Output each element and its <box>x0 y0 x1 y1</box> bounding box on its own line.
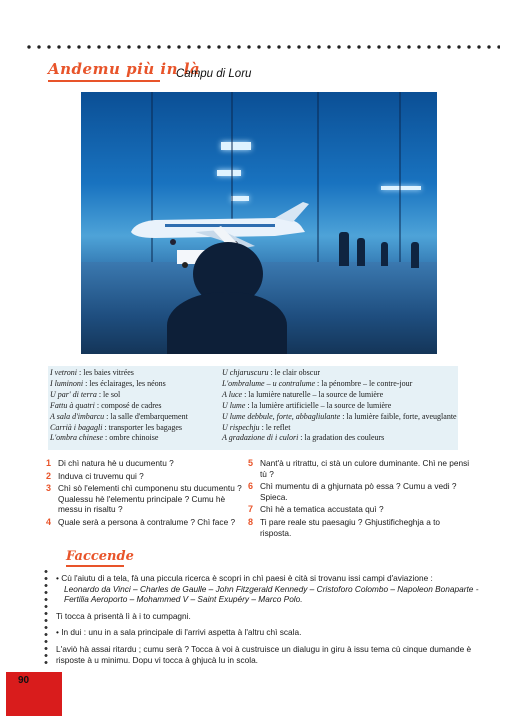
task1-airport-list: Leonardo da Vinci – Charles de Gaulle – John Fitzgerald Kennedy – Cristoforo Colombo – Napoleon Bonaparte - Fertilia Aeroporto – Mohammed V – Saint Exupéry – Marco Polo. <box>64 583 479 605</box>
question-item: 2 Induva ci truvemu qui ? <box>46 470 144 481</box>
vocab-item: L'ombralume – u contralume : la pénombre – le contre-jour <box>222 378 413 388</box>
questions-column-right <box>248 458 470 540</box>
vocab-item: A sala d'imbarcu : la salle d'embarquement <box>50 411 188 421</box>
vocabulary-column-left <box>50 368 218 444</box>
faccende-heading <box>66 549 134 567</box>
task2-intro: • In dui : unu in a sala principale di l'arrivi aspetta à l'altru chì scala. <box>56 627 302 638</box>
task1-paragraph <box>56 573 482 605</box>
page-number: 90 <box>18 675 30 686</box>
question-item: 7 Chì hè a tematica accustata quì ? <box>248 504 384 515</box>
vocab-item: L'ombra chinese : ombre chinoise <box>50 433 159 443</box>
page-number-box <box>6 672 62 716</box>
task2-text: L'aviò hà assai ritardu ; cumu serà ? Tocca à voi à custruisce un dialugu in giru à issu tema cù cinque dumande è risposte à u minimu. Dopu vi tocca à ghjucà lu in scola. <box>56 643 472 665</box>
vocab-item: U par' di terra : le sol <box>50 389 121 399</box>
vocab-item: A gradazione di i culori : la gradation des couleurs <box>222 433 385 443</box>
vocab-item: U lume : la lumière artificielle – la source de lumière <box>222 400 392 410</box>
dotted-rule-top <box>24 44 500 50</box>
section-title-underline <box>48 80 160 82</box>
vocab-item: U lume debbule, forte, abbagliulante : la lumière faible, forte, aveuglante <box>222 411 457 421</box>
task1-intro: • Cù l'aiutu di a tela, fà una piccula ricerca è scopri in chì paesi è cità si trovanu issi campi d'aviazione : <box>56 573 433 583</box>
question-item: 1 Di chì natura hè u ducumentu ? <box>46 458 174 468</box>
dotted-rule-left <box>44 568 48 664</box>
vocab-item: U chjaruscuru : le clair obscur <box>222 368 320 377</box>
airport-photo <box>81 92 437 354</box>
section-title-text: Andemu più in là <box>48 60 201 78</box>
faccende-underline <box>66 565 124 567</box>
vocab-item: A luce : la lumière naturelle – la source de lumière <box>222 389 384 399</box>
vocab-item: Fattu à quatri : composé de cadres <box>50 400 162 410</box>
vocab-item: Carrià i bagagli : transporter les bagages <box>50 422 182 432</box>
question-item: 6 Chì mumentu di a ghjurnata pò essa ? Cumu a vedi ? Spieca. <box>248 481 457 502</box>
question-item: 4 Quale serà a persona à contralume ? Chì face ? <box>46 516 236 527</box>
vocab-item: U rispechju : le reflet <box>222 422 291 432</box>
page-subtitle: Campu di Loru <box>176 68 252 80</box>
faccende-heading-text: Faccende <box>66 549 134 564</box>
vocab-item: I luminoni : les éclairages, les néons <box>50 378 166 388</box>
question-item: 5 Nant'à u ritrattu, ci stà un culore duminante. Chì ne pensi tù ? <box>248 458 470 479</box>
vocabulary-column-right <box>222 368 458 444</box>
tasks-block <box>56 573 482 671</box>
question-item: 8 Ti pare reale stu paesagiu ? Ghjustificheghja a to risposta. <box>248 516 441 538</box>
vocab-item: I vetroni : les baies vitrées <box>50 368 134 377</box>
task1-note: Ti tocca à prisentà lì à i to cumpagni. <box>56 610 191 621</box>
question-item: 3 Chì sò l'elementi chì cumponenu stu ducumentu ? Qualessu hè l'elementu principale ? Cumu hè messu in risaltu ? <box>46 483 242 515</box>
vocabulary-box <box>45 366 458 450</box>
questions-column-left <box>46 458 244 530</box>
